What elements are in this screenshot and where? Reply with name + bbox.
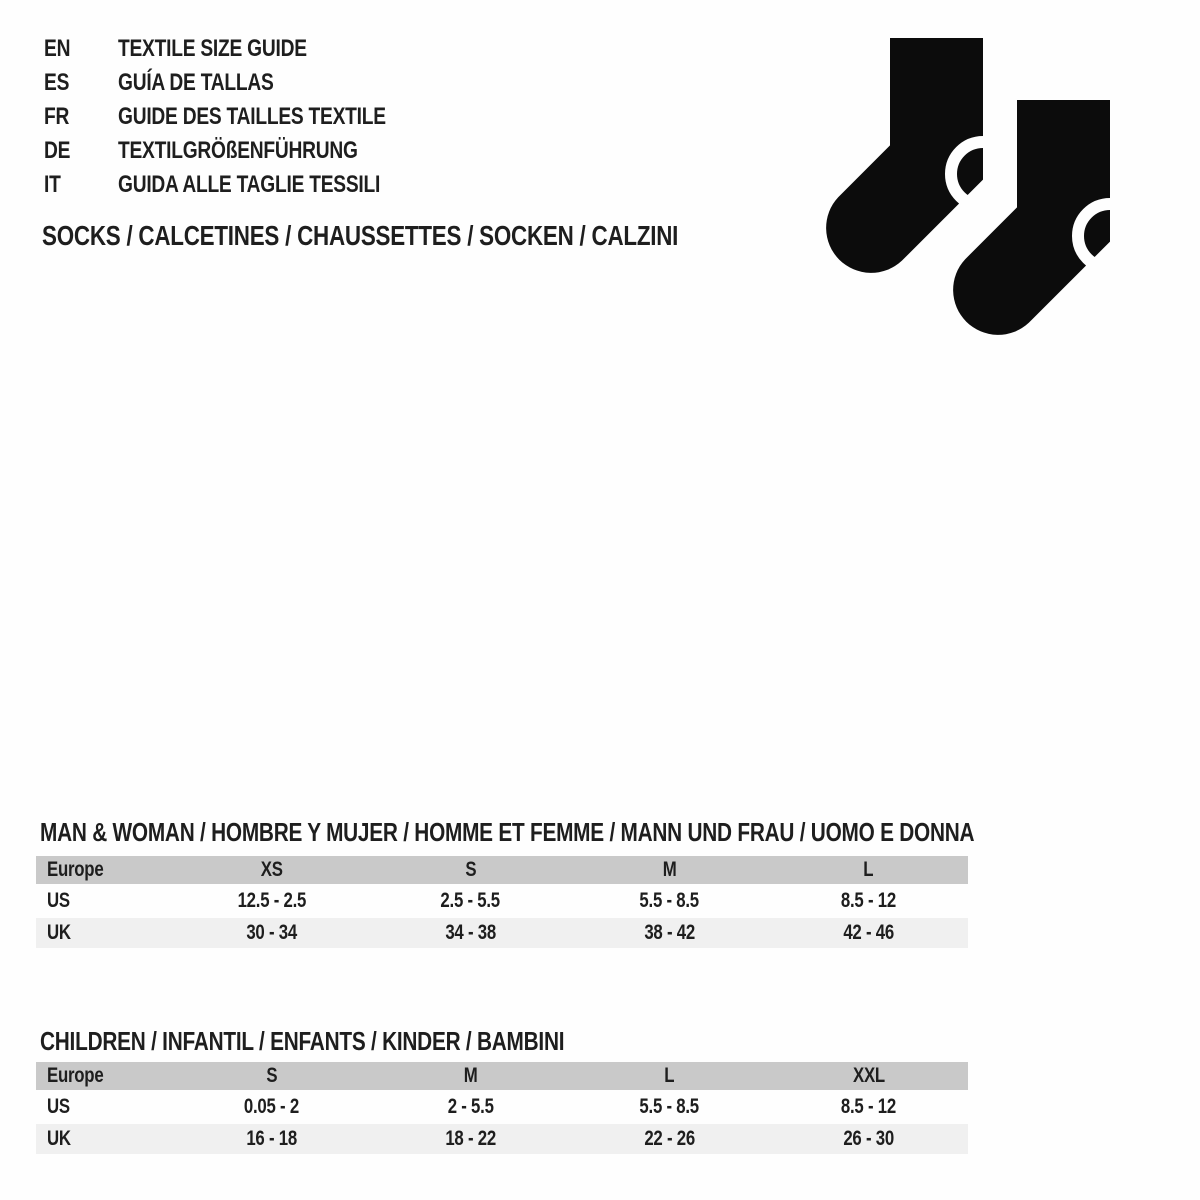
socks-icon-graphic: [815, 30, 1150, 348]
size-value: 8.5 - 12: [840, 1095, 897, 1118]
language-title: TEXTILGRÖßENFÜHRUNG: [118, 137, 358, 164]
category-line: SOCKS / CALCETINES / CHAUSSETTES / SOCKEN / CALZINI: [42, 220, 679, 251]
column-header-region: Europe: [36, 856, 172, 884]
size-value: 26 - 30: [769, 1124, 968, 1154]
table-row-us: [36, 886, 968, 916]
language-title: TEXTILE SIZE GUIDE: [118, 35, 307, 62]
language-title: GUÍA DE TALLAS: [118, 69, 274, 96]
column-header-size: XS: [172, 856, 371, 884]
socks-icon: [815, 30, 1150, 348]
column-header-region: Europe: [36, 1062, 172, 1090]
language-row-it: [44, 168, 453, 202]
column-header-size: S: [172, 1062, 371, 1090]
language-code: EN: [44, 35, 71, 62]
language-code: DE: [44, 137, 71, 164]
size-value: 0.05 - 2: [243, 1095, 300, 1118]
size-value: 2.5 - 5.5: [440, 889, 501, 912]
language-row-en: [44, 32, 453, 66]
size-value: 34 - 38: [371, 918, 570, 948]
size-table-children: [36, 1060, 968, 1156]
table-row-uk: [36, 1124, 968, 1154]
size-value: 5.5 - 8.5: [639, 1095, 700, 1118]
size-value: 8.5 - 12: [840, 889, 897, 912]
language-code: ES: [44, 69, 70, 96]
language-title: GUIDE DES TAILLES TEXTILE: [118, 103, 386, 130]
row-label: US: [47, 889, 70, 912]
size-value: 38 - 42: [570, 918, 769, 948]
language-code: FR: [44, 103, 70, 130]
table-title-children: CHILDREN / INFANTIL / ENFANTS / KINDER / BAMBINI: [40, 1026, 565, 1056]
size-value: 16 - 18: [172, 1124, 371, 1154]
table-title-man-woman: MAN & WOMAN / HOMBRE Y MUJER / HOMME ET FEMME / MANN UND FRAU / UOMO E DONNA: [40, 817, 975, 847]
row-label: UK: [36, 1124, 172, 1154]
language-title: GUIDA ALLE TAGLIE TESSILI: [118, 171, 381, 198]
size-value: 5.5 - 8.5: [639, 889, 700, 912]
column-header-size: M: [570, 856, 769, 884]
table-header-row: [36, 1062, 968, 1090]
size-table-man-woman: [36, 854, 968, 950]
size-value: 30 - 34: [172, 918, 371, 948]
column-header-size: L: [769, 856, 968, 884]
table-header-row: [36, 856, 968, 884]
size-value: 12.5 - 2.5: [237, 889, 306, 912]
size-value: 18 - 22: [371, 1124, 570, 1154]
column-header-size: XXL: [769, 1062, 968, 1090]
language-row-es: [44, 66, 453, 100]
language-row-de: [44, 134, 453, 168]
row-label: UK: [36, 918, 172, 948]
table-row-us: [36, 1092, 968, 1122]
size-value: 42 - 46: [769, 918, 968, 948]
size-value: 2 - 5.5: [447, 1095, 494, 1118]
column-header-size: M: [371, 1062, 570, 1090]
language-title-block: [44, 32, 453, 202]
row-label: US: [47, 1095, 70, 1118]
size-value: 22 - 26: [570, 1124, 769, 1154]
column-header-size: S: [371, 856, 570, 884]
column-header-size: L: [570, 1062, 769, 1090]
language-code: IT: [44, 171, 61, 198]
table-row-uk: [36, 918, 968, 948]
language-row-fr: [44, 100, 453, 134]
